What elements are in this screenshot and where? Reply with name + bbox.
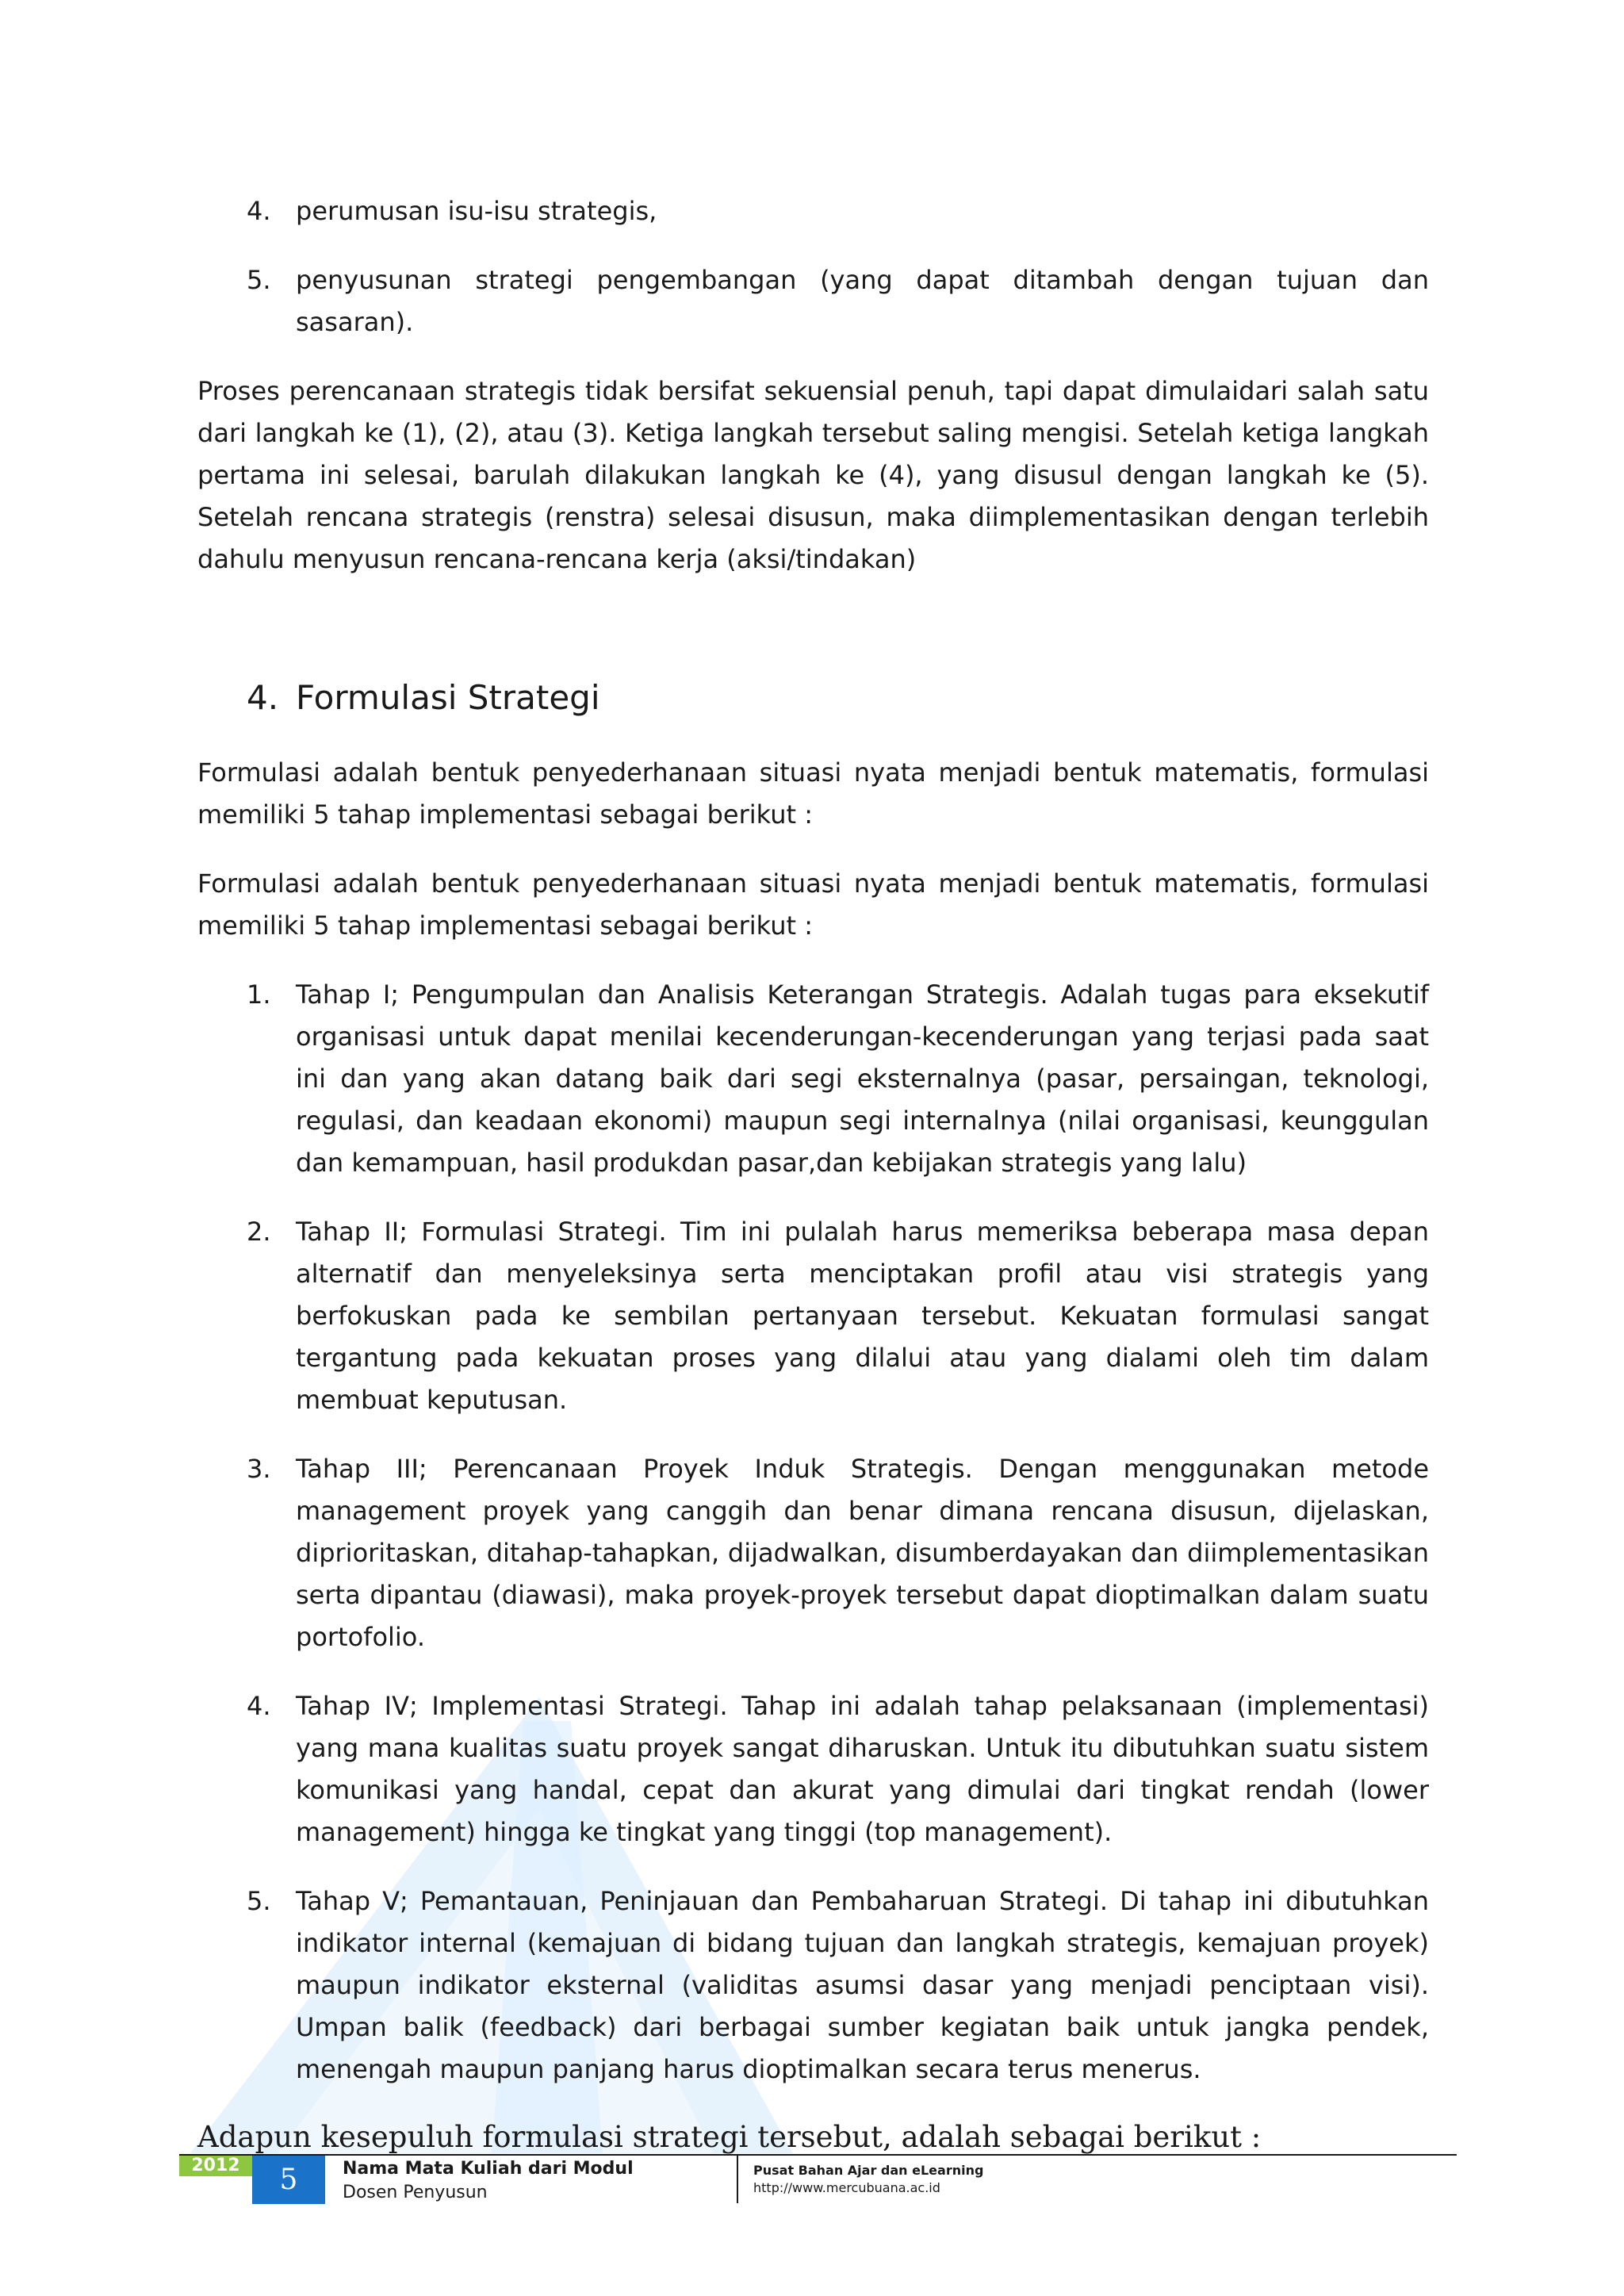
stage-text: Tahap II; Formulasi Strategi. Tim ini pulalah harus memeriksa beberapa masa depan alternatif dan menyeleksinya serta menciptakan profil atau visi strategis yang berfokuskan pada ke sembilan pertanyaan tersebut. Kekuatan formulasi sangat tergantung pada kekuatan proses yang dilalui atau yang dialami oleh tim dalam membuat keputusan. (296, 1217, 1429, 1415)
definition-paragraph: Formulasi adalah bentuk penyederhanaan situasi nyata menjadi bentuk matematis, formulasi memiliki 5 tahap implementasi sebagai berikut : (197, 868, 1429, 941)
stage-item (197, 1880, 1429, 2091)
list-number: 4. (247, 196, 271, 226)
steps-list (197, 190, 1429, 343)
footer-center-name: Pusat Bahan Ajar dan eLearning (753, 2163, 984, 2178)
stage-text: Tahap I; Pengumpulan dan Analisis Keterangan Strategis. Adalah tugas para eksekutif organisasi untuk dapat menilai kecenderungan-kecenderungan yang terjasi pada saat ini dan yang akan datang baik dari segi eksternalnya (pasar, persaingan, teknologi, regulasi, dan keadaan ekonomi) maupun segi internalnya (nilai organisasi, keunggulan dan kemampuan, hasil produkdan pasar,dan kebijakan strategis yang lalu) (296, 979, 1429, 1178)
stage-item (197, 1685, 1429, 1853)
stage-number: 2. (247, 1217, 271, 1247)
list-text: perumusan isu-isu strategis, (296, 196, 657, 226)
page-number: 5 (252, 2156, 325, 2204)
list-item (197, 190, 1429, 232)
section-number: 4. (247, 678, 279, 717)
stage-text: Tahap III; Perencanaan Proyek Induk Strategis. Dengan menggunakan metode management proyek yang canggih dan benar dimana rencana disusun, dijelaskan, diprioritaskan, ditahap-tahapkan, dijadwalkan, disumberdayakan dan diimplementasikan serta dipantau (diawasi), maka proyek-proyek tersebut dapat dioptimalkan dalam suatu portofolio. (296, 1454, 1429, 1652)
stage-item (197, 974, 1429, 1184)
page-content (197, 190, 1429, 2157)
intro-paragraph: Proses perencanaan strategis tidak bersifat sekuensial penuh, tapi dapat dimulaidari salah satu dari langkah ke (1), (2), atau (3). Ketiga langkah tersebut saling mengisi. Setelah ketiga langkah pertama ini selesai, barulah dilakukan langkah ke (4), yang disusul dengan langkah ke (5). Setelah rencana strategis (renstra) selesai disusun, maka diimplementasikan dengan terlebih dahulu menyusun rencana-rencana kerja (aksi/tindakan) (197, 376, 1429, 574)
section-heading (197, 674, 1429, 722)
stage-number: 3. (247, 1454, 271, 1484)
stage-item (197, 1448, 1429, 1658)
footer-course-name: Nama Mata Kuliah dari Modul (343, 2159, 634, 2179)
footer-author: Dosen Penyusun (343, 2183, 488, 2202)
footer-url: http://www.mercubuana.ac.id (753, 2180, 940, 2195)
closing-sentence: Adapun kesepuluh formulasi strategi tersebut, adalah sebagai berikut : (197, 2120, 1262, 2154)
footer-year-badge: 2012 (179, 2156, 252, 2176)
stage-text: Tahap V; Pemantauan, Peninjauan dan Pembaharuan Strategi. Di tahap ini dibutuhkan indikator internal (kemajuan di bidang tujuan dan langkah strategis, kemajuan proyek) maupun indikator eksternal (validitas asumsi dasar yang menjadi penciptaan visi). Umpan balik (feedback) dari berbagai sumber kegiatan baik untuk jangka pendek, menengah maupun panjang harus dioptimalkan secara terus menerus. (296, 1886, 1429, 2084)
list-number: 5. (247, 265, 271, 295)
stage-number: 1. (247, 979, 271, 1010)
stage-item (197, 1211, 1429, 1421)
section-title: Formulasi Strategi (296, 678, 600, 717)
stage-number: 5. (247, 1886, 271, 1916)
stage-number: 4. (247, 1691, 271, 1721)
list-text: penyusunan strategi pengembangan (yang dapat ditambah dengan tujuan dan sasaran). (296, 265, 1429, 337)
stage-text: Tahap IV; Implementasi Strategi. Tahap ini adalah tahap pelaksanaan (implementasi) yang mana kualitas suatu proyek sangat diharuskan. Untuk itu dibutuhkan suatu sistem komunikasi yang handal, cepat dan akurat yang dimulai dari tingkat rendah (lower management) hingga ke tingkat yang tinggi (top management). (296, 1691, 1429, 1847)
definition-paragraph: Formulasi adalah bentuk penyederhanaan situasi nyata menjadi bentuk matematis, formulasi memiliki 5 tahap implementasi sebagai berikut : (197, 757, 1429, 830)
stages-list (197, 974, 1429, 2091)
footer-divider (737, 2156, 738, 2203)
list-item (197, 259, 1429, 343)
